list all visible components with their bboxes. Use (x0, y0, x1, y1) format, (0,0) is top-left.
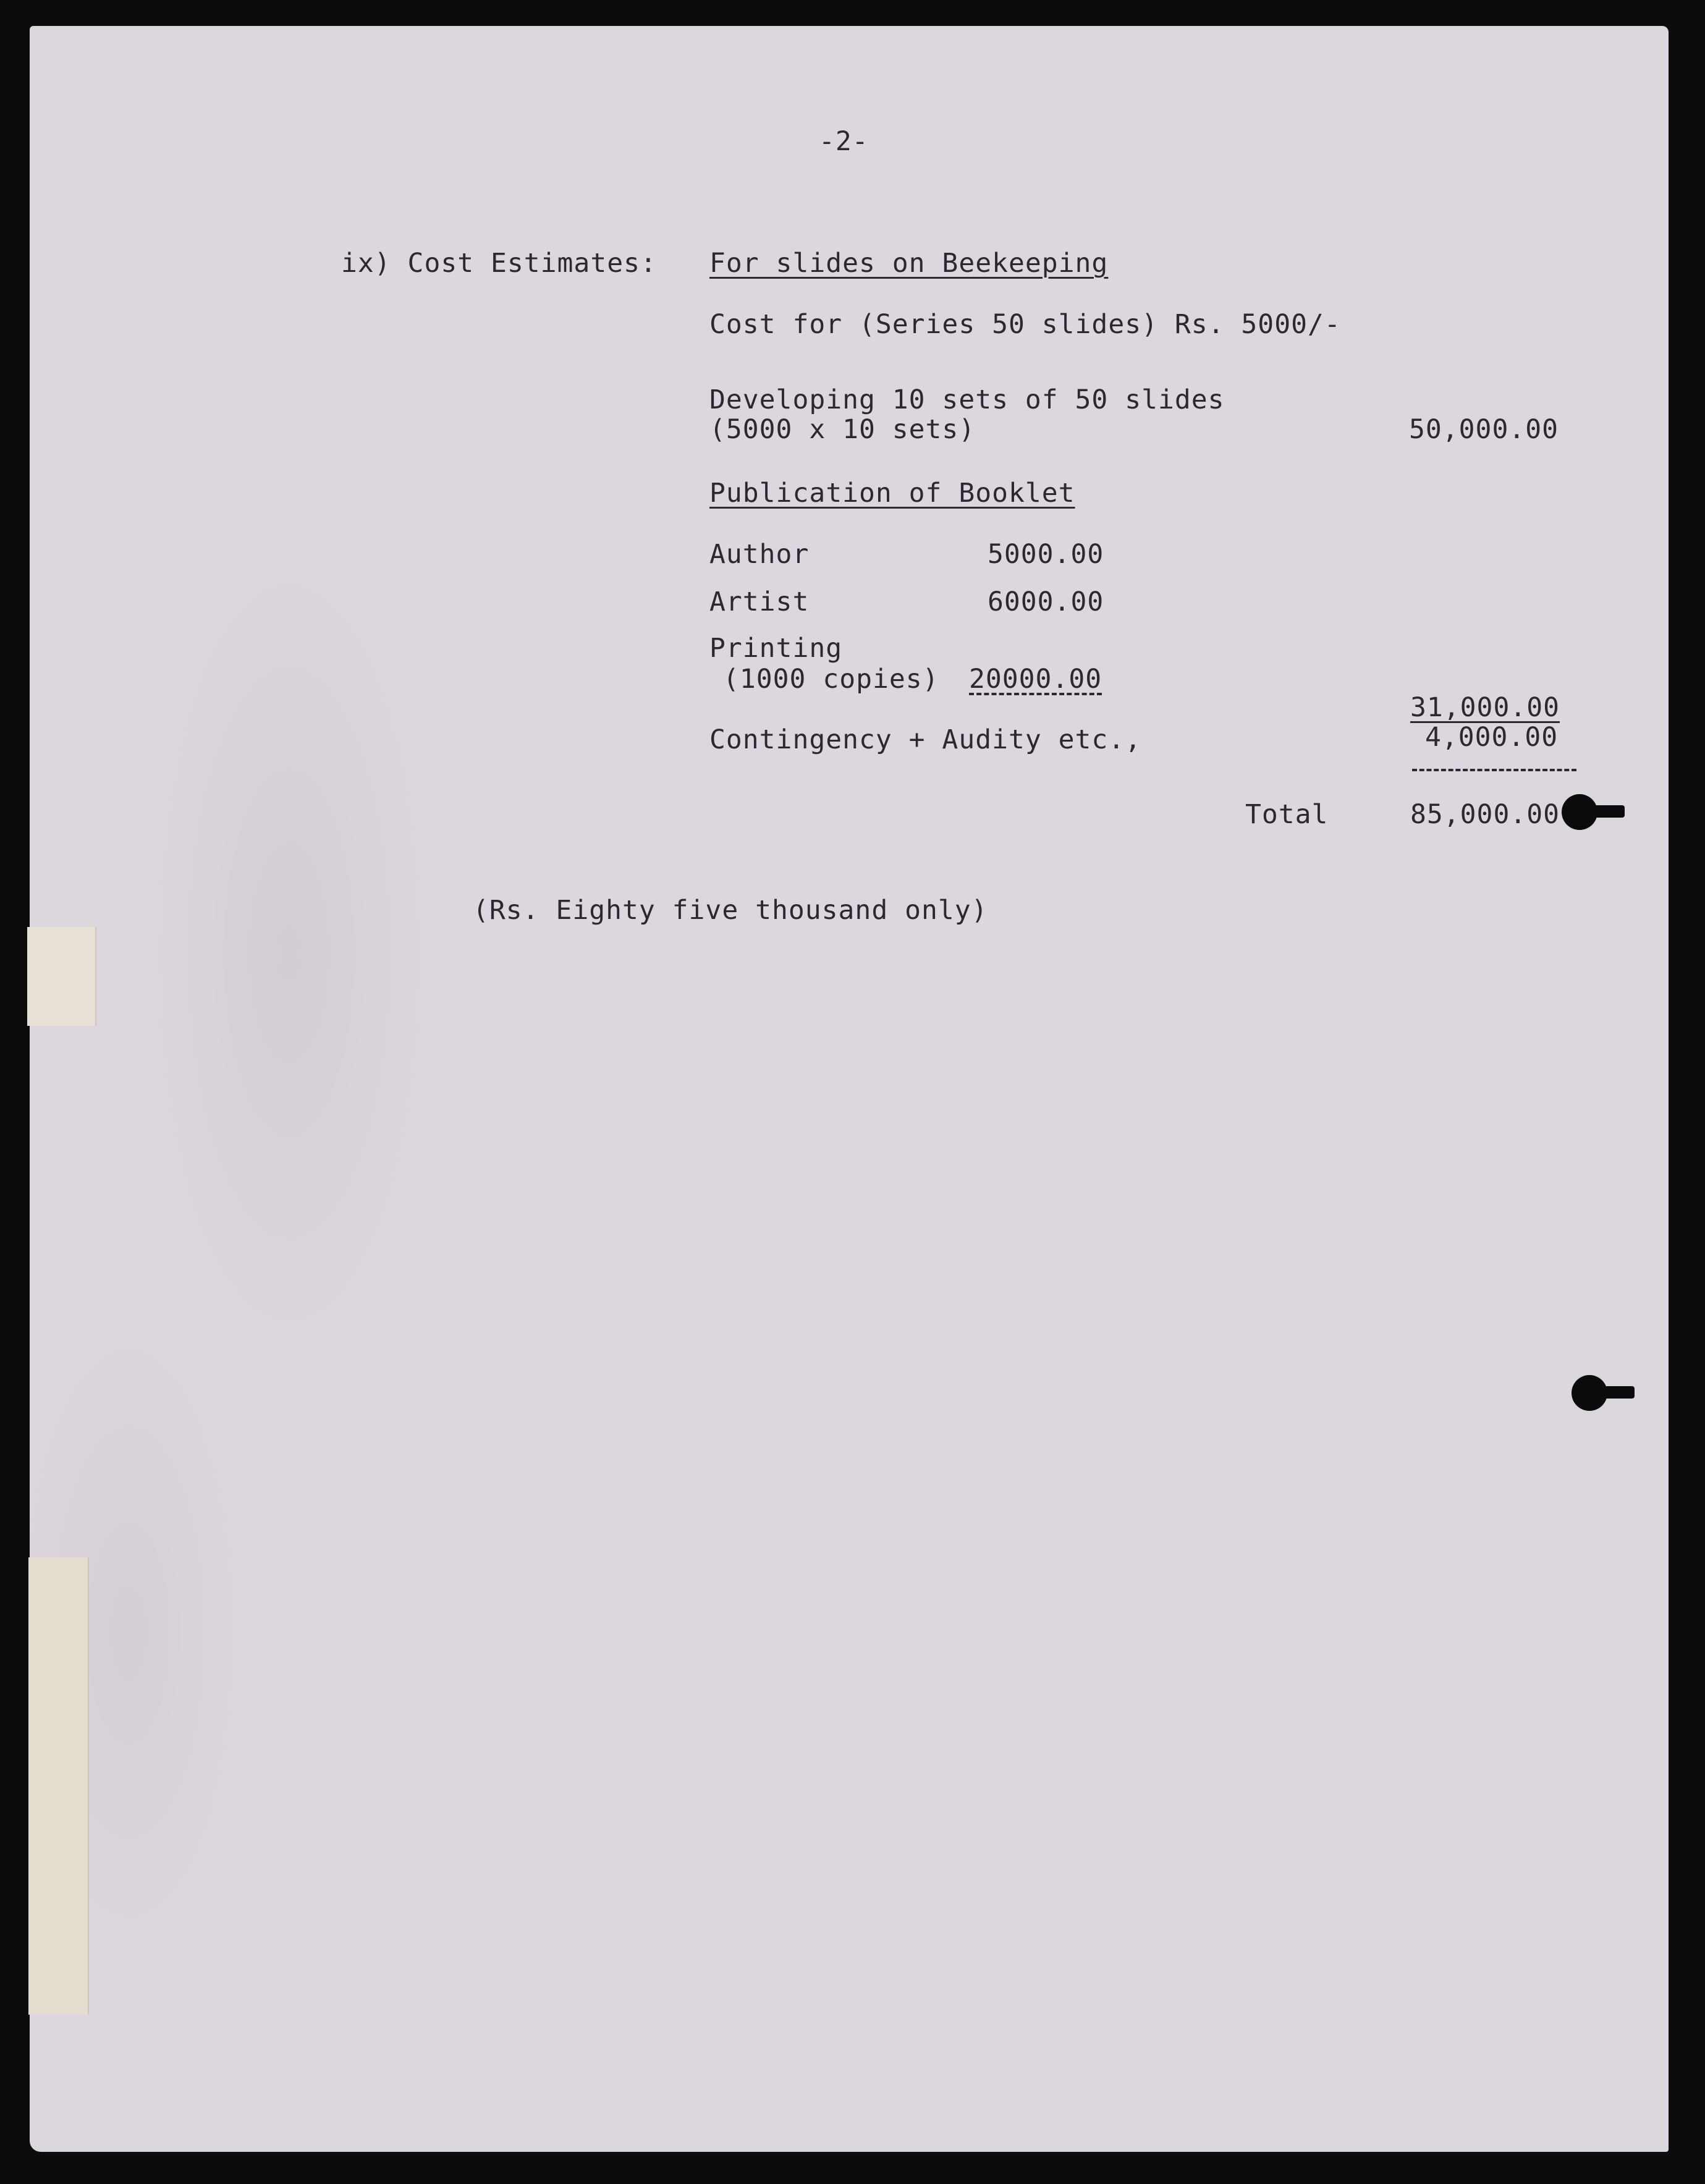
punch-hole-top (1562, 794, 1597, 830)
booklet-title: Publication of Booklet (709, 478, 1075, 509)
booklet-item-amount: 20000.00 (969, 664, 1102, 695)
total-amount: 85,000.00 (1410, 799, 1560, 830)
total-label: Total (1245, 799, 1329, 830)
contingency-amount: 4,000.00 (1425, 722, 1559, 753)
section-label: ix) Cost Estimates: (341, 248, 657, 279)
booklet-item-label: Author (709, 539, 810, 570)
developing-line-2: (5000 x 10 sets) (709, 414, 976, 445)
punch-hole-bottom (1572, 1375, 1607, 1411)
developing-amount: 50,000.00 (1409, 414, 1559, 445)
booklet-item-label: Artist (709, 586, 810, 617)
paper-edge-tab (27, 927, 96, 1026)
developing-line-1: Developing 10 sets of 50 slides (709, 384, 1225, 415)
paper-edge-tab (28, 1557, 89, 2015)
contingency-label: Contingency + Audity etc., (709, 724, 1142, 755)
section-title: For slides on Beekeeping (709, 248, 1109, 279)
document-page (30, 26, 1669, 2152)
booklet-item-amount: 5000.00 (988, 539, 1104, 570)
page-number: -2- (819, 126, 869, 157)
amount-in-words: (Rs. Eighty five thousand only) (473, 895, 988, 926)
cost-for-line: Cost for (Series 50 slides) Rs. 5000/- (709, 309, 1341, 340)
booklet-item-sublabel: (1000 copies) (723, 664, 939, 695)
booklet-subtotal: 31,000.00 (1410, 692, 1560, 723)
booklet-item-amount: 6000.00 (988, 586, 1104, 617)
booklet-item-label: Printing (709, 633, 843, 664)
total-rule (1412, 769, 1576, 771)
